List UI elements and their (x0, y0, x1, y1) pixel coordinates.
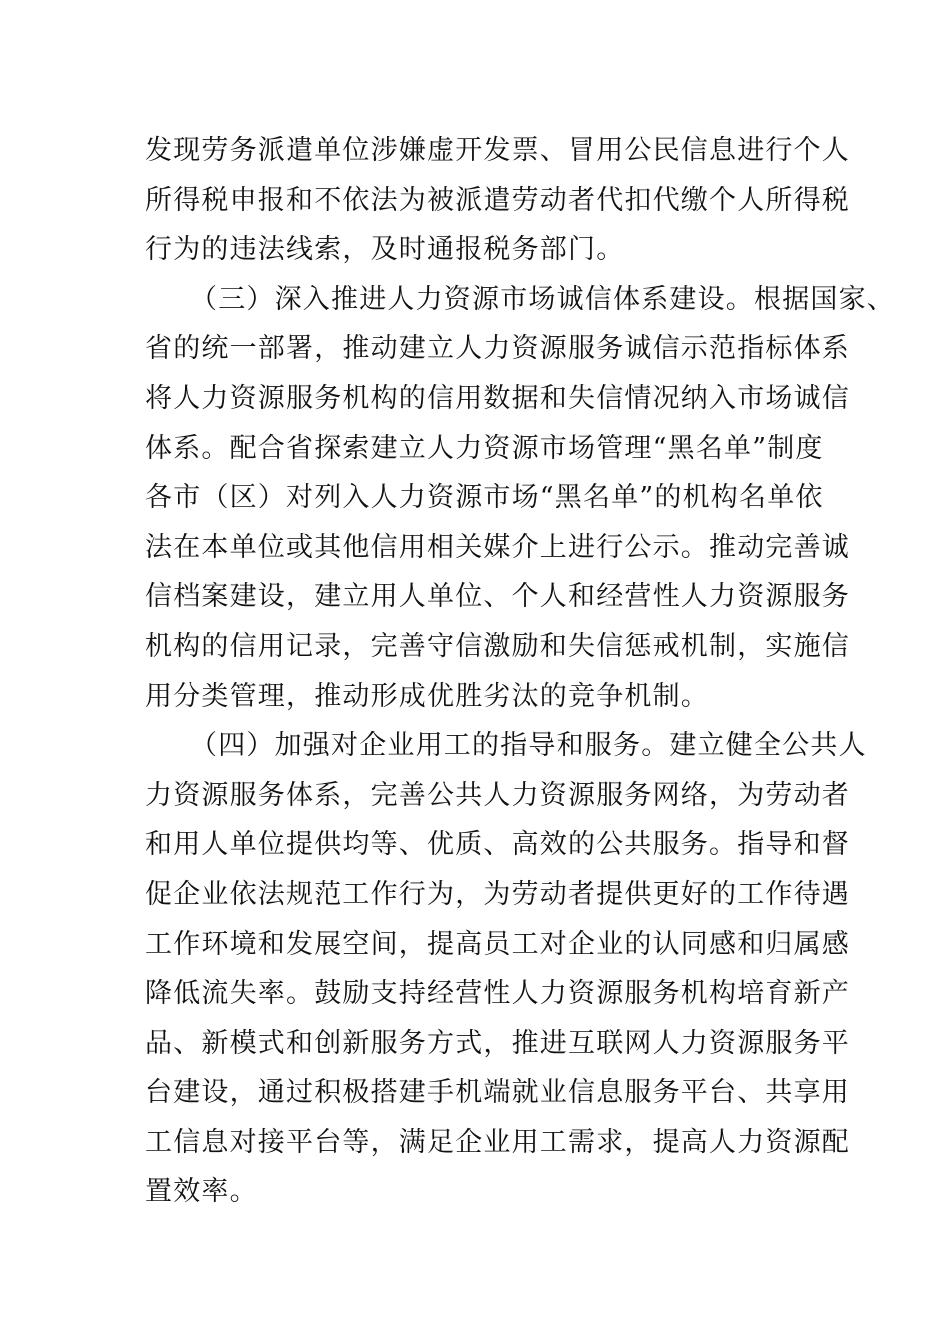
text-line-content: 用分类管理，推动形成优胜劣汰的竞争机制。 (145, 680, 709, 712)
text-line (0, 622, 950, 672)
text-line-content: 机构的信用记录，完善守信激励和失信惩戒机制，实施信 (145, 630, 850, 662)
text-line-content: 行为的违法线索，及时通报税务部门。 (145, 234, 625, 266)
text-line-content: 品、新模式和创新服务方式，推进互联网人力资源服务平 (145, 1027, 850, 1059)
text-line-content: 力资源服务体系，完善公共人力资源服务网络，为劳动者 (145, 779, 850, 811)
paragraph-first-line (0, 275, 950, 325)
text-line-content: 省的统一部署，推动建立人力资源服务诚信示范指标体系 (145, 333, 850, 365)
text-line-content: 工信息对接平台等，满足企业用工需求，提高人力资源配 (145, 1126, 850, 1158)
text-line-content: 体系。配合省探索建立人力资源市场管理“黑名单”制度 (145, 432, 824, 464)
text-line (0, 672, 950, 722)
text-line-content: 发现劳务派遣单位涉嫌虚开发票、冒用公民信息进行个人 (145, 135, 850, 166)
body-text (0, 126, 950, 1217)
text-line-content: 工作环境和发展空间，提高员工对企业的认同感和归属感 (145, 928, 850, 960)
text-line (0, 1167, 950, 1217)
text-line (0, 473, 950, 523)
text-line-content: 促企业依法规范工作行为，为劳动者提供更好的工作待遇 (145, 878, 850, 910)
text-line (0, 176, 950, 226)
text-line (0, 523, 950, 573)
text-line (0, 572, 950, 622)
text-line (0, 1068, 950, 1118)
text-line (0, 1118, 950, 1168)
text-line-content: 降低流失率。鼓励支持经营性人力资源服务机构培育新产 (145, 978, 850, 1010)
paragraph-first-line (0, 721, 950, 771)
text-line-content: （四）加强对企业用工的指导和服务。建立健全公共人 (190, 730, 867, 762)
text-line-content: 信档案建设，建立用人单位、个人和经营性人力资源服务 (145, 581, 850, 613)
text-line (0, 969, 950, 1019)
text-line (0, 820, 950, 870)
text-line (0, 771, 950, 821)
text-line-content: 和用人单位提供均等、优质、高效的公共服务。指导和督 (145, 829, 850, 861)
text-line-content: 将人力资源服务机构的信用数据和失信情况纳入市场诚信 (145, 382, 850, 414)
text-line (0, 225, 950, 275)
text-line (0, 920, 950, 970)
text-line-content: （三）深入推进人力资源市场诚信体系建设。根据国家、 (190, 283, 895, 315)
text-line-content: 置效率。 (145, 1176, 258, 1208)
text-line (0, 424, 950, 474)
text-line (0, 1019, 950, 1069)
text-line (0, 126, 950, 176)
text-line (0, 324, 950, 374)
text-line-content: 所得税申报和不依法为被派遣劳动者代扣代缴个人所得税 (145, 184, 850, 216)
text-line-content: 台建设，通过积极搭建手机端就业信息服务平台、共享用 (145, 1077, 850, 1109)
text-line (0, 870, 950, 920)
text-line (0, 374, 950, 424)
text-line-content: 各市（区）对列入人力资源市场“黑名单”的机构名单依 (145, 482, 824, 514)
text-line-content: 法在本单位或其他信用相关媒介上进行公示。推动完善诚 (145, 531, 850, 563)
